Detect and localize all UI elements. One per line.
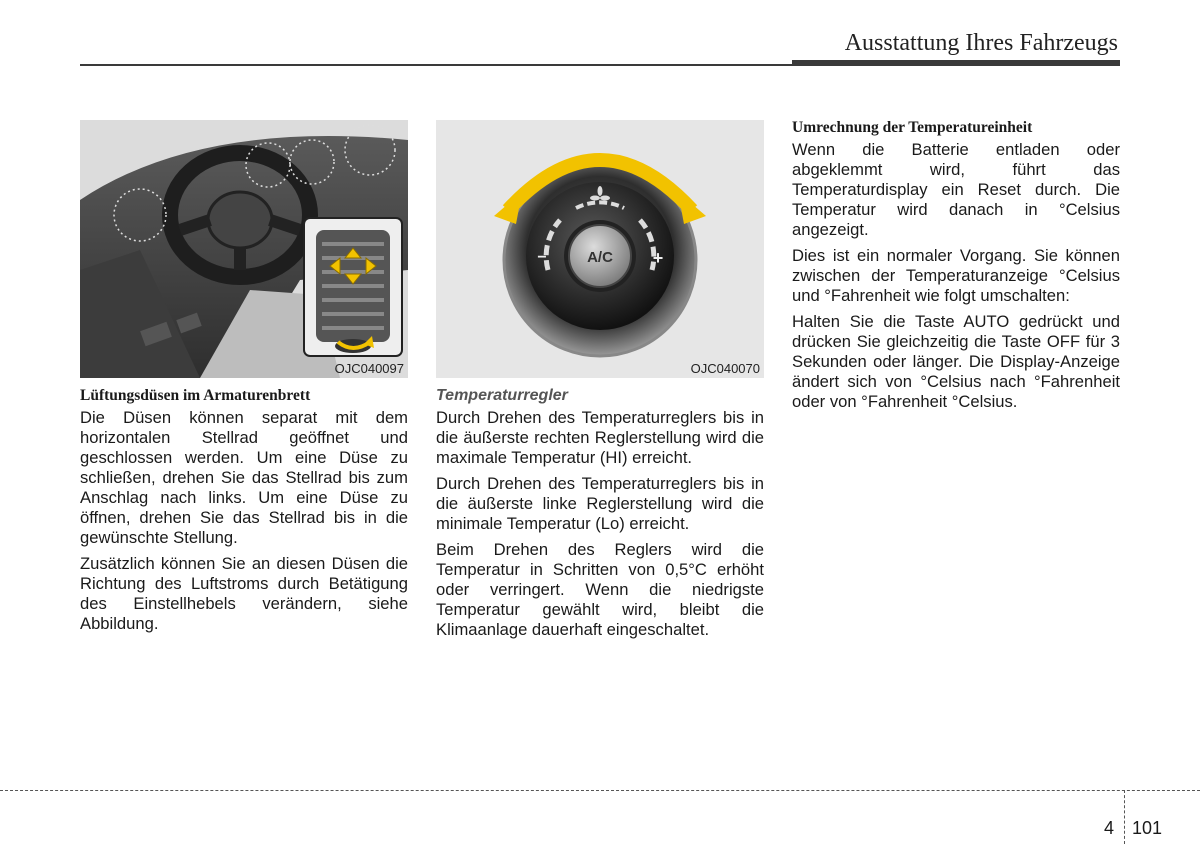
paragraph: Durch Drehen des Temperaturreglers bis in die äußerste linke Reglerstellung wird die minimale Temperatur (Lo) erreicht. — [436, 474, 764, 533]
knob-illustration — [436, 120, 764, 378]
column-temperature-unit — [792, 118, 1120, 418]
paragraph: Beim Drehen des Reglers wird die Temperatur in Schritten von 0,5°C erhöht oder verringert. Wenn die niedrigste Temperatur gewählt wird, bleibt die Klimaanlage dauerhaft eingeschaltet. — [436, 540, 764, 639]
paragraph: Dies ist ein normaler Vorgang. Sie können zwischen der Temperaturanzeige °Celsius und °Fahrenheit wie folgt umschalten: — [792, 246, 1120, 305]
dashboard-illustration — [80, 120, 408, 378]
paragraph: Halten Sie die Taste AUTO gedrückt und drücken Sie gleichzeitig die Taste OFF für 3 Sekunden oder länger. Die Display-Anzeige ändert sich von °Celsius nach °Fahrenheit oder von °Fahrenheit °Celsius. — [792, 312, 1120, 411]
figure-dashboard-vents — [80, 120, 408, 378]
paragraph: Die Düsen können separat mit dem horizontalen Stellrad geöffnet und geschlossen werden. Um eine Düse zu schließen, drehen Sie das Stellrad bis zum Anschlag nach links. Um eine Düse zu öffnen, drehen Sie das Stellrad bis in die gewünschte Stellung. — [80, 408, 408, 547]
figure-code: OJC040097 — [334, 361, 404, 376]
paragraph: Zusätzlich können Sie an diesen Düsen die Richtung des Luftstroms durch Betätigung des Einstellhebels verändern, siehe Abbildung. — [80, 554, 408, 633]
minus-label: − — [537, 249, 547, 266]
column-air-vents — [80, 386, 408, 640]
page-header-title: Ausstattung Ihres Fahrzeugs — [844, 30, 1118, 56]
plus-label: + — [652, 248, 664, 268]
header-rule-thick — [792, 60, 1120, 66]
column-temperature-control — [436, 386, 764, 646]
footer-dashed-line — [0, 790, 1200, 791]
ac-button-label: A/C — [587, 249, 613, 266]
section-heading: Lüftungsdüsen im Armaturenbrett — [80, 387, 311, 404]
figure-temperature-knob — [436, 120, 764, 378]
footer-divider — [1124, 790, 1125, 844]
section-heading: Umrechnung der Temperatureinheit — [792, 119, 1033, 136]
page-number: 101 — [1132, 818, 1163, 838]
paragraph: Durch Drehen des Temperaturreglers bis in die äußerste rechten Reglerstellung wird die maximale Temperatur (HI) erreicht. — [436, 408, 764, 467]
section-heading: Temperaturregler — [436, 387, 568, 404]
header-rule-thin — [80, 64, 792, 66]
figure-code: OJC040070 — [690, 361, 760, 376]
chapter-number: 4 — [1104, 818, 1115, 838]
paragraph: Wenn die Batterie entladen oder abgeklemmt wird, führt das Temperaturdisplay ein Reset durch. Die Temperatur wird danach in °Celsius angezeigt. — [792, 140, 1120, 239]
